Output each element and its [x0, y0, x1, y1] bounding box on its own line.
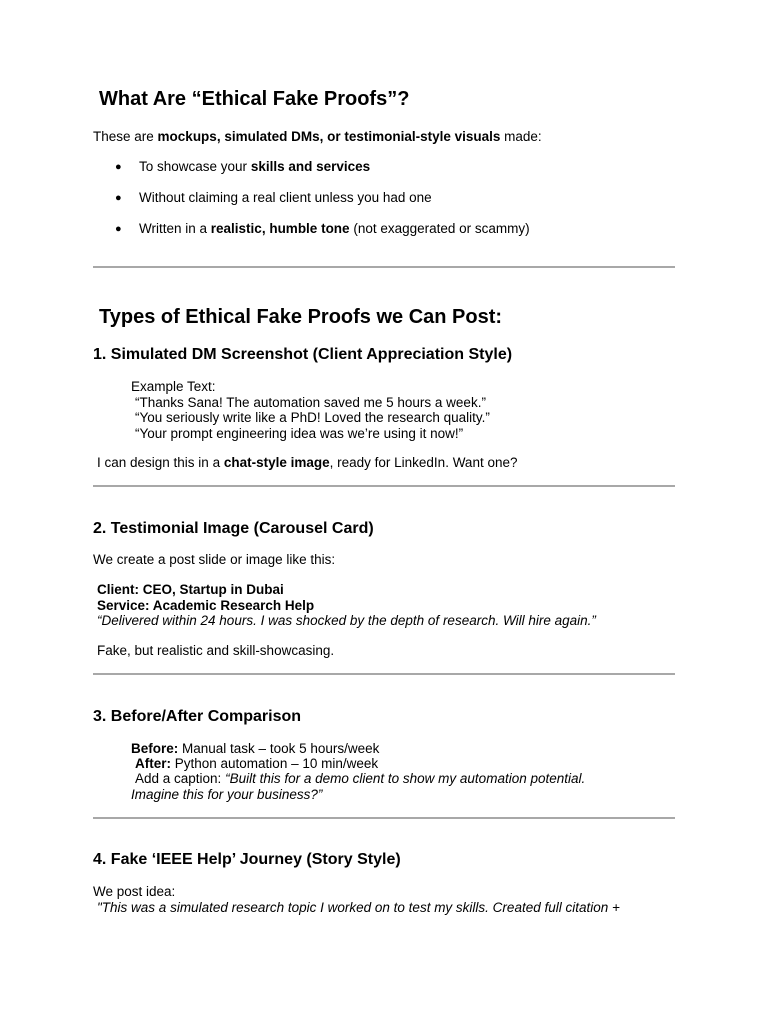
caption-label: Add a caption:	[135, 771, 226, 786]
example-label: Example Text:	[131, 379, 216, 394]
horizontal-divider	[93, 673, 675, 675]
section-title: Types of Ethical Fake Proofs we Can Post:	[99, 306, 503, 328]
example-quote: “Thanks Sana! The automation saved me 5 hours a week.”	[135, 395, 486, 410]
horizontal-divider	[93, 485, 675, 487]
item-heading-before-after: 3. Before/After Comparison	[93, 708, 302, 725]
bullet-text: Without claiming a real client unless you had one	[139, 190, 432, 205]
example-quote: “Your prompt engineering idea was we’re using it now!”	[135, 426, 464, 441]
bullet-icon: ●	[115, 161, 122, 173]
intro-bold-text: mockups, simulated DMs, or testimonial-style visuals	[157, 129, 501, 144]
bullet-text: Written in a	[139, 221, 211, 236]
intro-paragraph	[93, 129, 542, 145]
bullet-icon: ●	[115, 192, 122, 204]
bullet-item	[139, 221, 530, 237]
after-text: Python automation – 10 min/week	[171, 756, 379, 771]
bullet-text: To showcase your	[139, 159, 251, 174]
testimonial-note: Fake, but realistic and skill-showcasing.	[97, 643, 335, 658]
before-label: Before:	[131, 741, 179, 756]
testimonial-quote: “Delivered within 24 hours. I was shocked by the depth of research. Will hire again.”	[97, 613, 596, 628]
item-heading-dm: 1. Simulated DM Screenshot (Client Appreciation Style)	[93, 346, 513, 363]
page-title: What Are “Ethical Fake Proofs”?	[99, 88, 410, 110]
bullet-bold-text: skills and services	[250, 159, 371, 174]
horizontal-divider	[93, 266, 675, 268]
testimonial-intro: We create a post slide or image like this:	[93, 552, 336, 567]
closing-text-end: , ready for LinkedIn. Want one?	[329, 455, 518, 470]
example-quote: “You seriously write like a PhD! Loved the research quality.”	[135, 410, 490, 425]
before-line	[131, 741, 379, 757]
bullet-item	[139, 190, 432, 206]
ieee-intro: We post idea:	[93, 884, 176, 899]
closing-bold-text: chat-style image	[223, 455, 330, 470]
ieee-quote: "This was a simulated research topic I worked on to test my skills. Created full citation +	[97, 900, 620, 915]
item-heading-ieee: 4. Fake ‘IEEE Help’ Journey (Story Style)	[93, 851, 401, 868]
after-label: After:	[135, 756, 171, 771]
item-heading-testimonial: 2. Testimonial Image (Carousel Card)	[93, 520, 374, 537]
dm-closing-text	[97, 455, 518, 471]
before-text: Manual task – took 5 hours/week	[178, 741, 380, 756]
after-line	[135, 756, 378, 772]
caption-quote: “Built this for a demo client to show my automation potential.	[225, 771, 586, 786]
caption-line	[135, 771, 585, 787]
closing-text: I can design this in a	[97, 455, 224, 470]
horizontal-divider	[93, 817, 675, 819]
caption-quote-continued: Imagine this for your business?”	[131, 787, 323, 802]
testimonial-client: Client: CEO, Startup in Dubai	[97, 582, 284, 597]
bullet-icon: ●	[115, 223, 122, 235]
intro-text-end: made:	[500, 129, 542, 144]
testimonial-service: Service: Academic Research Help	[97, 598, 315, 613]
bullet-bold-text: realistic, humble tone	[210, 221, 350, 236]
bullet-item	[139, 159, 370, 175]
bullet-text-end: (not exaggerated or scammy)	[349, 221, 530, 236]
intro-text: These are	[93, 129, 158, 144]
